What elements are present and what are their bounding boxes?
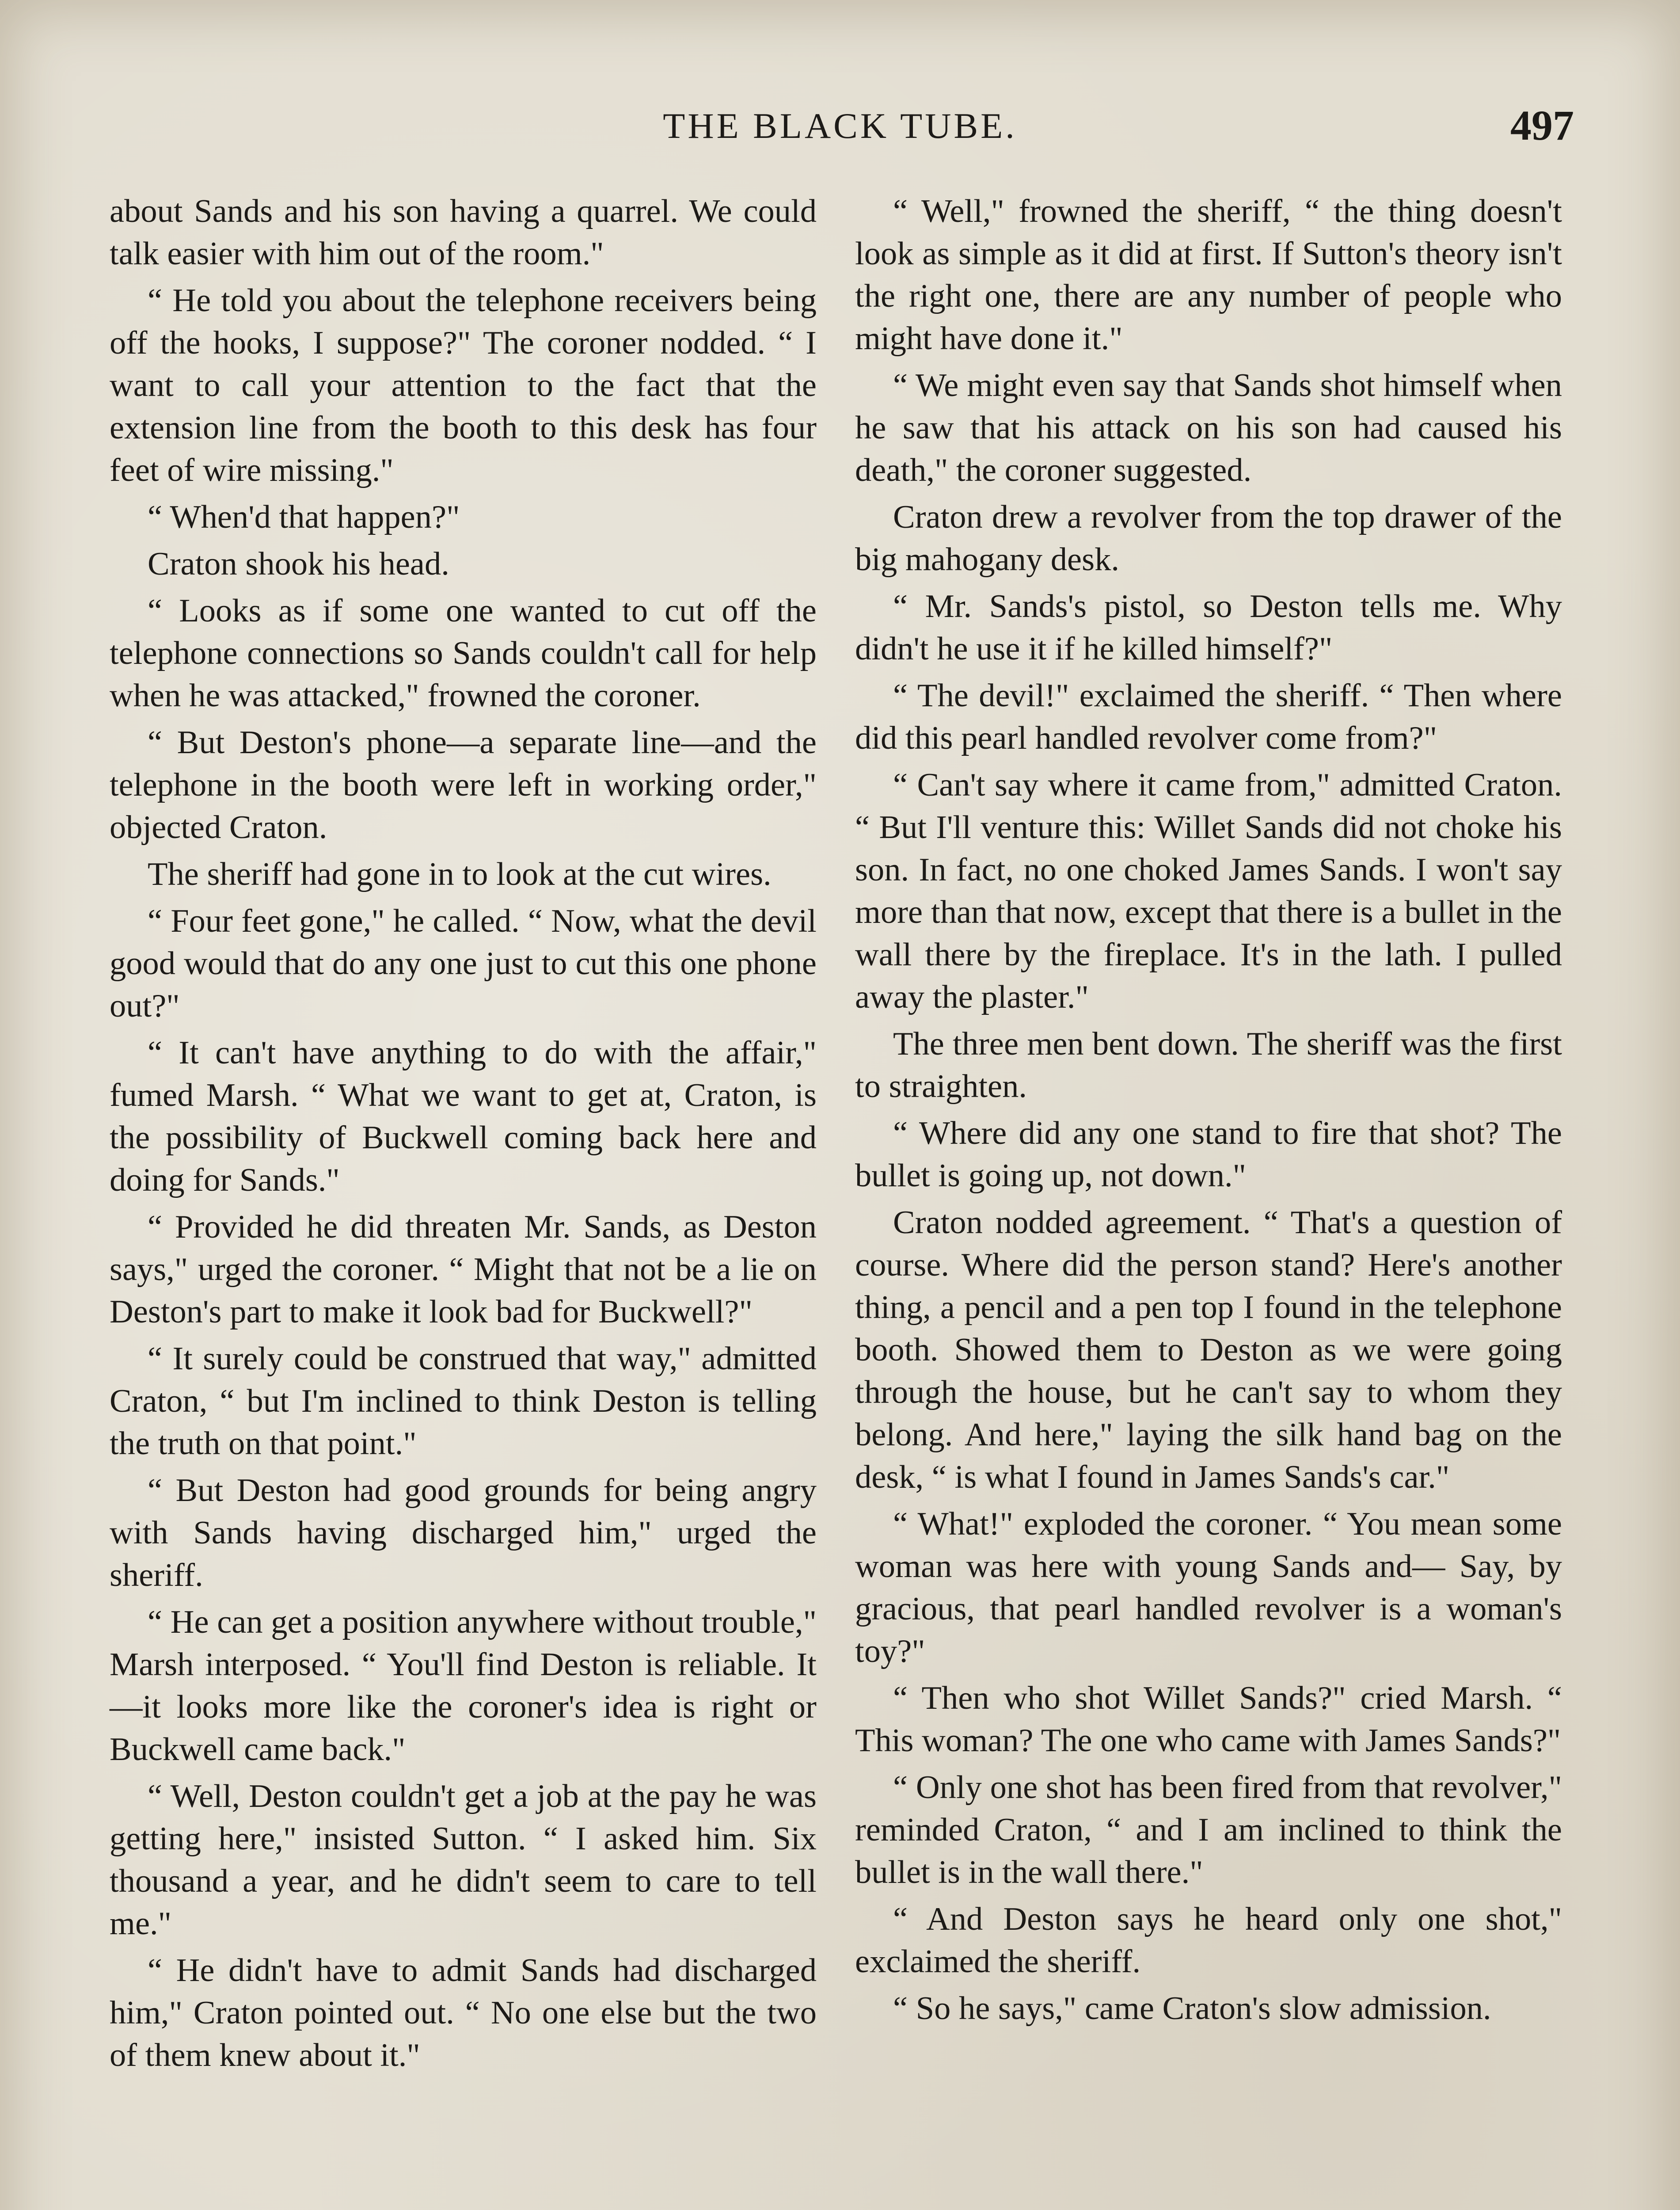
paragraph: “ He can get a position anywhere without trouble," Marsh interposed. “ You'll find Deston is reliable. It—it looks more like the coroner's idea is right or Buckwell came back." [110, 1604, 817, 1768]
paragraph: “ When'd that happen?" [148, 499, 460, 535]
paragraph: The three men bent down. The sheriff was the first to straighten. [855, 1026, 1562, 1105]
left-column [110, 190, 817, 2081]
paragraph: “ Mr. Sands's pistol, so Deston tells me. Why didn't he use it if he killed himself?" [855, 588, 1562, 667]
paragraph: “ Provided he did threaten Mr. Sands, as Deston says," urged the coroner. “ Might that not be a lie on Deston's part to make it look bad for Buckwell?" [110, 1209, 817, 1330]
paragraph: “ What!" exploded the coroner. “ You mean some woman was here with young Sands and— Say, by gracious, that pearl handled revolver is a woman's toy?" [855, 1506, 1562, 1669]
paragraph: Craton shook his head. [148, 546, 449, 582]
paragraph: “ Then who shot Willet Sands?" cried Marsh. “ This woman? The one who came with James Sands?" [855, 1680, 1562, 1759]
paragraph: “ And Deston says he heard only one shot," exclaimed the sheriff. [855, 1901, 1562, 1980]
paragraph: “ Well," frowned the sheriff, “ the thing doesn't look as simple as it did at first. If Sutton's theory isn't the right one, there are any number of people who might have done it." [855, 193, 1562, 357]
paragraph: “ We might even say that Sands shot himself when he saw that his attack on his son had caused his death," the coroner suggested. [855, 367, 1562, 488]
paragraph: “ The devil!" exclaimed the sheriff. “ Then where did this pearl handled revolver come from?" [855, 678, 1562, 756]
running-title: THE BLACK TUBE. [663, 106, 1017, 146]
page-header [106, 101, 1574, 158]
paragraph: “ Well, Deston couldn't get a job at the pay he was getting here," insisted Sutton. “ I asked him. Six thousand a year, and he didn't seem to care to tell me." [110, 1778, 817, 1942]
paragraph: “ Where did any one stand to fire that shot? The bullet is going up, not down." [855, 1115, 1562, 1194]
right-column [855, 190, 1562, 2034]
paragraph: The sheriff had gone in to look at the cut wires. [148, 856, 772, 892]
paragraph: “ It can't have anything to do with the affair," fumed Marsh. “ What we want to get at, Craton, is the possibility of Buckwell coming back here and doing for Sands." [110, 1035, 817, 1198]
paragraph: “ Can't say where it came from," admitted Craton. “ But I'll venture this: Willet Sands did not choke his son. In fact, no one choked James Sands. I won't say more than that now, except that there is a bullet in the wall there by the fireplace. It's in the lath. I pulled away the plaster." [855, 767, 1562, 1015]
paragraph: “ It surely could be construed that way," admitted Craton, “ but I'm inclined to think Deston is telling the truth on that point." [110, 1341, 817, 1462]
paragraph: “ But Deston's phone—a separate line—and the telephone in the booth were left in working order," objected Craton. [110, 724, 817, 846]
paragraph: “ He told you about the telephone receivers being off the hooks, I suppose?" The coroner nodded. “ I want to call your attention to the fact that the extension line from the booth to this desk has four feet of wire missing." [110, 282, 817, 488]
paragraph: “ Only one shot has been fired from that revolver," reminded Craton, “ and I am inclined to think the bullet is in the wall there." [855, 1769, 1562, 1890]
paragraph: Craton nodded agreement. “ That's a question of course. Where did the person stand? Here's another thing, a pencil and a pen top I found in the telephone booth. Showed them to Deston as we were going through the house, but he can't say to whom they belong. And here," laying the silk hand bag on the desk, “ is what I found in James Sands's car." [855, 1204, 1562, 1495]
paragraph: “ Four feet gone," he called. “ Now, what the devil good would that do any one just to cut this one phone out?" [110, 903, 817, 1024]
paragraph: “ But Deston had good grounds for being angry with Sands having discharged him," urged the sheriff. [110, 1472, 817, 1593]
paragraph: about Sands and his son having a quarrel. We could talk easier with him out of the room." [110, 193, 817, 272]
page-number: 497 [1510, 102, 1574, 149]
paragraph: “ So he says," came Craton's slow admission. [893, 1990, 1491, 2027]
paragraph: “ Looks as if some one wanted to cut off the telephone connections so Sands couldn't call for help when he was attacked," frowned the coroner. [110, 593, 817, 714]
paragraph: Craton drew a revolver from the top drawer of the big mahogany desk. [855, 499, 1562, 578]
paragraph: “ He didn't have to admit Sands had discharged him," Craton pointed out. “ No one else but the two of them knew about it." [110, 1952, 817, 2073]
